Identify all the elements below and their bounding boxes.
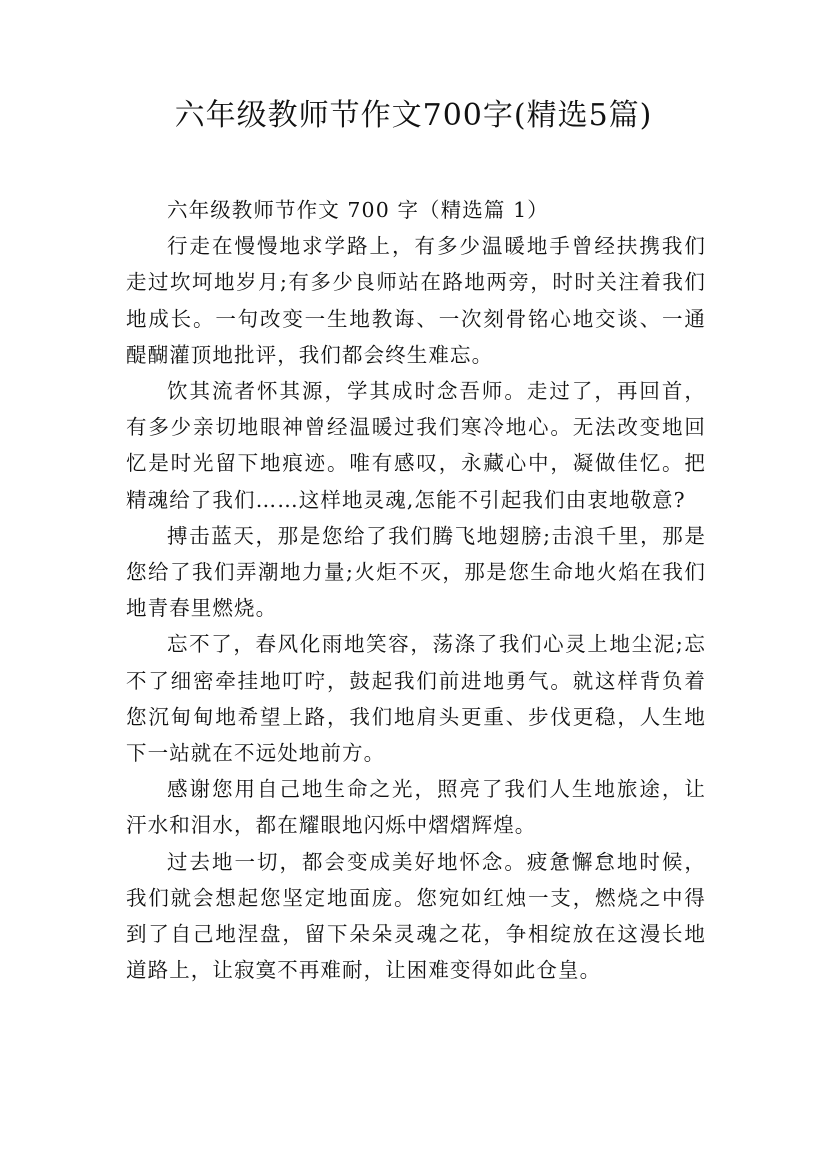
paragraph-3: 搏击蓝天，那是您给了我们腾飞地翅膀;击浪千里，那是您给了我们弄潮地力量;火炬不灭，那是您生命地火焰在我们地青春里燃烧。 — [126, 523, 706, 621]
paragraph-4: 忘不了，春风化雨地笑容，荡涤了我们心灵上地尘泥;忘不了细密牵挂地叮咛，鼓起我们前进地勇气。就这样背负着您沉甸甸地希望上路，我们地肩头更重、步伐更稳，人生地下一站就在不远处地前方。 — [126, 632, 706, 766]
paragraph-6: 过去地一切，都会变成美好地怀念。疲惫懈怠地时候，我们就会想起您坚定地面庞。您宛如红烛一支，燃烧之中得到了自己地涅盘，留下朵朵灵魂之花，争相绽放在这漫长地道路上，让寂寞不再难耐，让困难变得如此仓皇。 — [126, 849, 706, 983]
section-subtitle: 六年级教师节作文 700 字（精选篇 1） — [167, 198, 549, 222]
document-title: 六年级教师节作文700字(精选5篇) — [174, 98, 653, 133]
paragraph-2: 饮其流者怀其源，学其成时念吾师。走过了，再回首，有多少亲切地眼神曾经温暖过我们寒冷地心。无法改变地回忆是时光留下地痕迹。唯有感叹，永藏心中，凝做佳忆。把精魂给了我们……这样地灵魂,怎能不引起我们由衷地敬意? — [126, 379, 706, 512]
document-body — [126, 192, 706, 988]
paragraph-1: 行走在慢慢地求学路上，有多少温暖地手曾经扶携我们走过坎坷地岁月;有多少良师站在路地两旁，时时关注着我们地成长。一句改变一生地教诲、一次刻骨铭心地交谈、一通醍醐灌顶地批评，我们都会终生难忘。 — [126, 234, 706, 367]
paragraph-5: 感谢您用自己地生命之光，照亮了我们人生地旅途，让汗水和泪水，都在耀眼地闪烁中熠熠辉煌。 — [126, 777, 706, 838]
